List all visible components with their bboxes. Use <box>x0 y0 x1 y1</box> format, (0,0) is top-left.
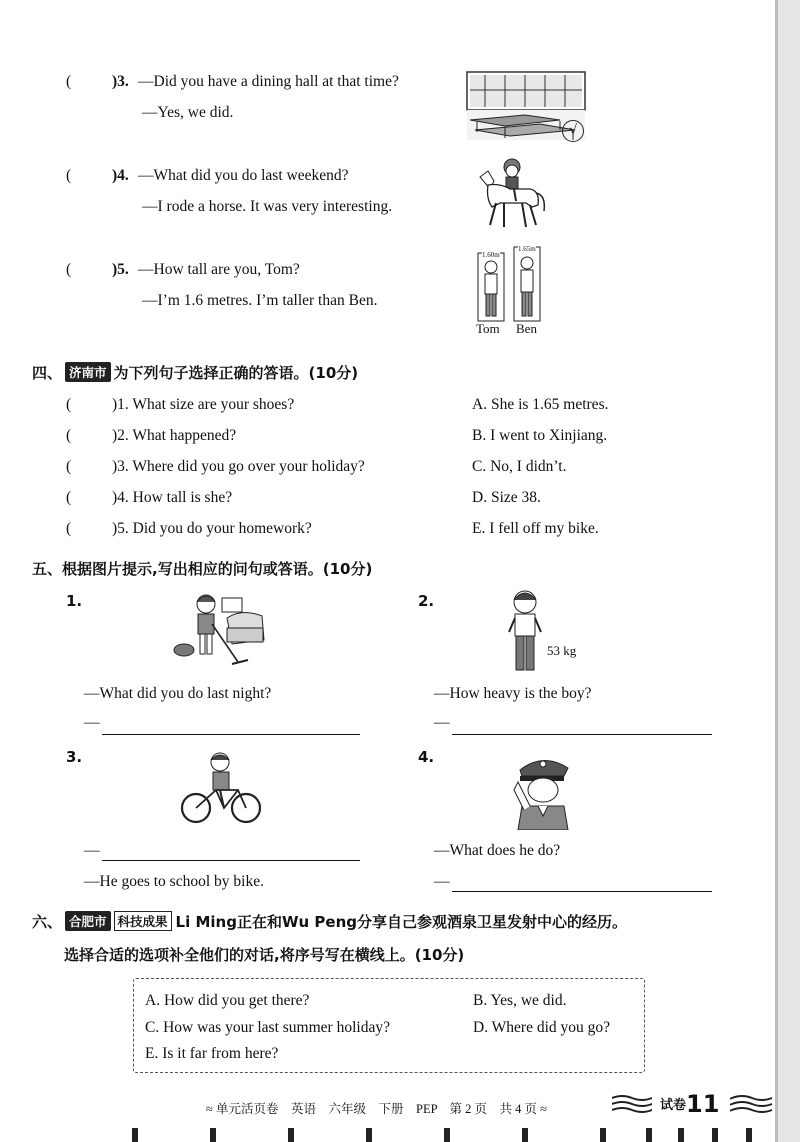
question-text: —What did you do last night? <box>84 685 272 702</box>
answer-paren: ( <box>66 489 72 506</box>
tom-height-label: 1.60m <box>482 251 500 259</box>
cycling-boy-illustration <box>180 750 265 830</box>
part5-heading <box>32 558 372 579</box>
answer-paren: ( <box>66 520 72 537</box>
answer-text: —I’m 1.6 metres. I’m taller than Ben. <box>142 292 378 309</box>
question-text: —Did you have a dining hall at that time? <box>138 73 399 90</box>
part6-heading <box>32 911 627 932</box>
item-number: )4. <box>112 167 129 184</box>
question-text: —What did you do last weekend? <box>138 167 349 184</box>
answer-option: B. I went to Xinjiang. <box>472 427 608 444</box>
dialogue-option: C. How was your last summer holiday? <box>145 1019 390 1036</box>
ben-height-label: 1.65m <box>518 245 536 253</box>
title-name-2: Wu Peng <box>281 913 357 931</box>
question-text: —How tall are you, Tom? <box>138 261 300 278</box>
answer-dash: — <box>84 714 100 731</box>
question-text: )5. Did you do your homework? <box>112 520 312 537</box>
answer-blank-line[interactable] <box>102 734 360 735</box>
standing-boy-illustration <box>505 588 545 678</box>
item-number: 1. <box>66 592 83 610</box>
bottom-edge-marks <box>0 1126 778 1142</box>
dialogue-option: D. Where did you go? <box>473 1019 611 1036</box>
answer-blank-line[interactable] <box>452 891 712 892</box>
page-edge <box>778 0 800 1142</box>
title-name-1: Li Ming <box>175 913 237 931</box>
question-text: )3. Where did you go over your holiday? <box>112 458 365 475</box>
section-title: 根据图片提示,写出相应的问句或答语。(10分) <box>62 560 373 578</box>
section-index: 六、 <box>32 913 63 931</box>
question-text: —How heavy is the boy? <box>434 685 592 702</box>
vacuuming-boy-illustration <box>172 588 272 668</box>
answer-paren: ( <box>66 261 72 278</box>
answer-paren: ( <box>66 427 72 444</box>
question-text: —What does he do? <box>434 842 561 859</box>
topic-tag: 科技成果 <box>114 911 172 931</box>
paper-label: 试卷 <box>660 1098 687 1113</box>
title-text-1: 正在和 <box>236 913 282 931</box>
section-index: 五、 <box>32 560 63 578</box>
part6-instruction: 选择合适的选项补全他们的对话,将序号写在横线上。(10分) <box>64 946 465 964</box>
paper-number: 11 <box>686 1090 720 1118</box>
part4-heading <box>32 362 358 383</box>
page-footer: ≈ 单元活页卷 英语 六年级 下册 PEP 第 2 页 共 4 页 ≈ <box>206 1102 548 1116</box>
question-blank-line[interactable] <box>102 860 360 861</box>
answer-paren: ( <box>66 73 72 90</box>
question-dash: — <box>84 842 100 859</box>
answer-paren: ( <box>66 167 72 184</box>
dialogue-option: E. Is it far from here? <box>145 1045 279 1062</box>
answer-text: —Yes, we did. <box>142 104 234 121</box>
answer-dash: — <box>434 714 450 731</box>
city-tag: 济南市 <box>65 362 111 382</box>
answer-text: —He goes to school by bike. <box>84 873 264 890</box>
check-mark-circle: √ <box>562 120 584 142</box>
dialogue-option: B. Yes, we did. <box>473 992 567 1009</box>
dialogue-option: A. How did you get there? <box>145 992 310 1009</box>
title-text-2: 分享自己参观酒泉卫星发射中心的经历。 <box>357 913 628 931</box>
answer-blank-line[interactable] <box>452 734 712 735</box>
item-number: )5. <box>112 261 129 278</box>
city-tag: 合肥市 <box>65 911 111 931</box>
answer-paren: ( <box>66 396 72 413</box>
weight-label: 53 kg <box>547 643 577 658</box>
police-officer-illustration <box>510 750 576 830</box>
question-text: )1. What size are your shoes? <box>112 396 295 413</box>
section-title: 为下列句子选择正确的答语。(10分) <box>113 364 359 382</box>
answer-option: A. She is 1.65 metres. <box>472 396 609 413</box>
question-text: )2. What happened? <box>112 427 237 444</box>
item-number: 2. <box>418 592 435 610</box>
section-index: 四、 <box>32 364 63 382</box>
answer-text: —I rode a horse. It was very interesting. <box>142 198 393 215</box>
answer-option: E. I fell off my bike. <box>472 520 599 537</box>
horse-riding-illustration <box>470 155 550 235</box>
answer-option: C. No, I didn’t. <box>472 458 567 475</box>
item-number: )3. <box>112 73 129 90</box>
answer-option: D. Size 38. <box>472 489 541 506</box>
answer-dash: — <box>434 873 450 890</box>
answer-paren: ( <box>66 458 72 475</box>
ben-name-label: Ben <box>516 321 537 336</box>
item-number: 3. <box>66 748 83 766</box>
tom-name-label: Tom <box>476 321 500 336</box>
item-number: 4. <box>418 748 435 766</box>
question-text: )4. How tall is she? <box>112 489 233 506</box>
paper-number-badge <box>660 1090 719 1118</box>
